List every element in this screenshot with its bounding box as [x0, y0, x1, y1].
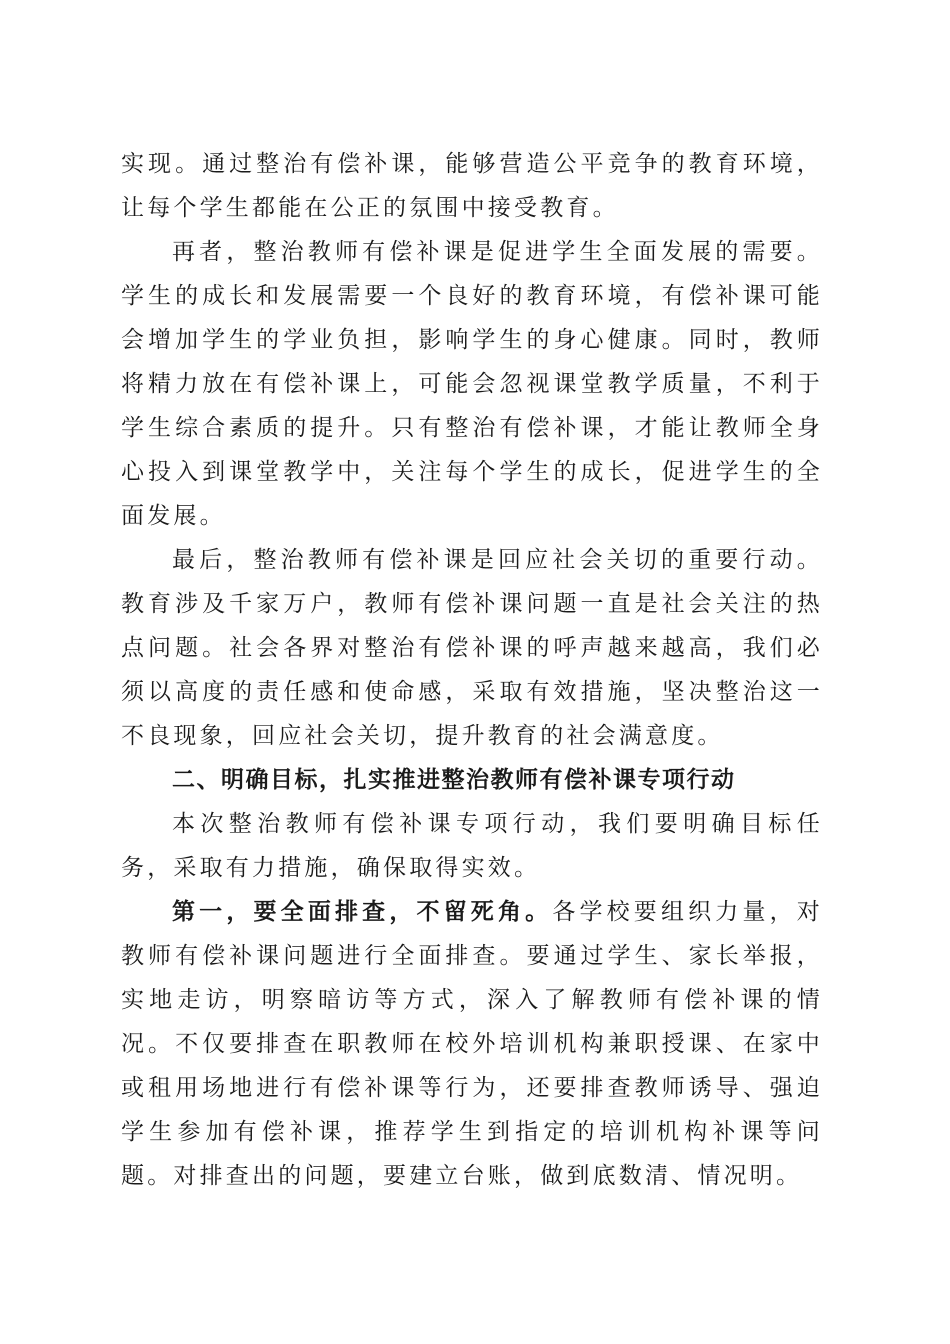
document-body: [121, 142, 823, 1198]
paragraph-text: 实现。通过整治有偿补课，能够营造公平竞争的教育环境，让每个学生都能在公正的氛围中接受教育。: [121, 151, 823, 221]
paragraph-student-development: [121, 230, 823, 538]
paragraph-text: 各学校要组织力量，对教师有偿补课问题进行全面排查。要通过学生、家长举报，实地走访，明察暗访等方式，深入了解教师有偿补课的情况。不仅要排查在职教师在校外培训机构兼职授课、在家中或租用场地进行有偿补课等行为，还要排查教师诱导、强迫学生参加有偿补课，推荐学生到指定的培训机构补课等问题。对排查出的问题，要建立台账，做到底数清、情况明。: [121, 899, 823, 1189]
paragraph-text: 最后，整治教师有偿补课是回应社会关切的重要行动。教育涉及千家万户，教师有偿补课问题一直是社会关注的热点问题。社会各界对整治有偿补课的呼声越来越高，我们必须以高度的责任感和使命感，采取有效措施，坚决整治这一不良现象，回应社会关切，提升教育的社会满意度。: [121, 547, 823, 749]
paragraph-text: 本次整治教师有偿补课专项行动，我们要明确目标任务，采取有力措施，确保取得实效。: [121, 811, 823, 881]
paragraph-first-measure: [121, 890, 823, 1198]
heading-text: 二、明确目标，扎实推进整治教师有偿补课专项行动: [172, 767, 736, 793]
paragraph-text: 再者，整治教师有偿补课是促进学生全面发展的需要。学生的成长和发展需要一个良好的教育环境，有偿补课可能会增加学生的学业负担，影响学生的身心健康。同时，教师将精力放在有偿补课上，可能会忽视课堂教学质量，不利于学生综合素质的提升。只有整治有偿补课，才能让教师全身心投入到课堂教学中，关注每个学生的成长，促进学生的全面发展。: [121, 239, 823, 529]
paragraph-action-intro: [121, 802, 823, 890]
paragraph-continuation: [121, 142, 823, 230]
section-heading: [121, 758, 823, 802]
paragraph-lead: 第一，要全面排查，不留死角。: [172, 898, 553, 925]
paragraph-social-concern: [121, 538, 823, 758]
